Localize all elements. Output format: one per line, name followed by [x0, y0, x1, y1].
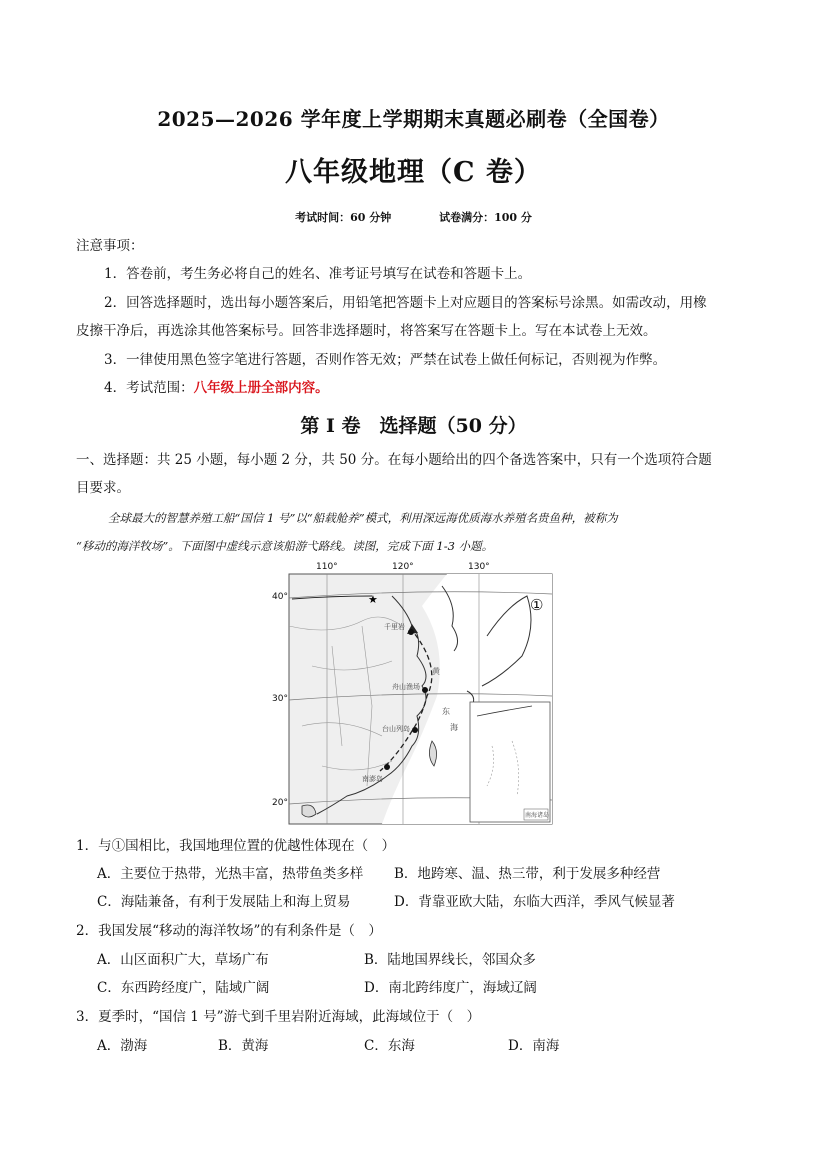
- question-1-option-a: A．主要位于热带，光热丰富，热带鱼类多样: [97, 866, 364, 882]
- place-qianliyan: 千里岩: [384, 623, 405, 631]
- place-taishan: 台山列岛: [382, 725, 410, 733]
- question-1-option-b: B．地跨寒、温、热三带，利于发展多种经营: [394, 866, 661, 882]
- full-score: 试卷满分：100 分: [439, 211, 532, 224]
- exam-series-title: 2025—2026 学年度上学期期末真题必刷卷（全国卷）: [157, 107, 670, 131]
- question-3-stem: 3．夏季时，“国信 1 号”游弋到千里岩附近海域，此海域位于（ ）: [76, 1009, 481, 1025]
- sea-char-hai: 海: [450, 723, 458, 732]
- notice-heading: 注意事项：: [76, 238, 144, 254]
- question-1-option-c: C．海陆兼备，有利于发展陆上和海上贸易: [97, 894, 351, 910]
- sea-char-huang: 黄: [432, 667, 440, 676]
- question-2-option-b: B．陆地国界线长，邻国众多: [364, 952, 536, 968]
- question-3-option-a: A．渤海: [97, 1038, 148, 1054]
- question-3-option-c: C．东海: [364, 1038, 415, 1054]
- exam-scope: 八年级上册全部内容。: [193, 380, 329, 396]
- notice-item-2-line-1: 2．回答选择题时，选出每小题答案后，用铅笔把答题卡上对应题目的答案标号涂黑。如需改动，用橡: [104, 295, 707, 311]
- notice-item-3: 3．一律使用黑色签字笔进行答题，否则作答无效；严禁在试卷上做任何标记，否则视为作弊。: [104, 352, 667, 368]
- exam-time: 考试时间：60 分钟: [295, 211, 392, 224]
- country-1-label: ①: [530, 596, 544, 614]
- passage-line-2: “移动的海洋牧场”。下面图中虚线示意该船游弋路线。读图，完成下面 1-3 小题。: [76, 539, 494, 553]
- lat-label-20: 20°: [272, 798, 288, 808]
- notice-item-1: 1．答卷前，考生务必将自己的姓名、准考证号填写在试卷和答题卡上。: [104, 266, 532, 282]
- section-intro-line-1: 一、选择题：共 25 小题，每小题 2 分，共 50 分。在每小题给出的四个备选答案中，只有一个选项符合题: [76, 452, 712, 468]
- lon-label-110: 110°: [316, 562, 338, 572]
- question-1-option-d: D．背靠亚欧大陆，东临大西洋，季风气候显著: [394, 894, 675, 910]
- notice-item-2-line-2: 皮擦干净后，再选涂其他答案标号。回答非选择题时，将答案写在答题卡上。写在本试卷上无效。: [76, 323, 657, 339]
- passage-line-1: 全球最大的智慧养殖工船“国信 1 号”以“船载舱养”模式，利用深远海优质海水养殖名贵鱼种，被称为: [108, 511, 618, 525]
- question-2-option-c: C．东西跨经度广，陆域广阔: [97, 980, 270, 996]
- question-2-option-d: D．南北跨纬度广，海域辽阔: [364, 980, 537, 996]
- lat-label-30: 30°: [272, 694, 288, 704]
- question-3-option-b: B．黄海: [218, 1038, 269, 1054]
- question-2-stem: 2．我国发展“移动的海洋牧场”的有利条件是（ ）: [76, 923, 382, 939]
- notice-item-4-prefix: 4．考试范围：: [104, 380, 194, 396]
- section-intro-line-2: 目要求。: [76, 480, 130, 496]
- lat-label-40: 40°: [272, 592, 288, 602]
- lon-label-120: 120°: [392, 562, 414, 572]
- notice-item-4: [104, 380, 329, 396]
- inset-label: 南海诸岛: [525, 812, 550, 819]
- section-title: 第 I 卷 选择题（50 分）: [300, 415, 527, 437]
- place-zhoushan: 舟山渔场: [392, 683, 420, 691]
- question-1-stem: 1．与①国相比，我国地理位置的优越性体现在（ ）: [76, 838, 396, 854]
- route-map-svg: [272, 566, 556, 828]
- sea-char-dong: 东: [442, 707, 450, 716]
- route-map: [272, 562, 556, 828]
- exam-meta: [0, 209, 827, 225]
- lon-label-130: 130°: [468, 562, 490, 572]
- svg-text:★: ★: [368, 593, 378, 606]
- place-nanpeng: 南澎岛: [362, 775, 383, 783]
- subject-title: 八年级地理（C 卷）: [285, 157, 542, 188]
- question-3-option-d: D．南海: [508, 1038, 560, 1054]
- question-2-option-a: A．山区面积广大，草场广布: [97, 952, 269, 968]
